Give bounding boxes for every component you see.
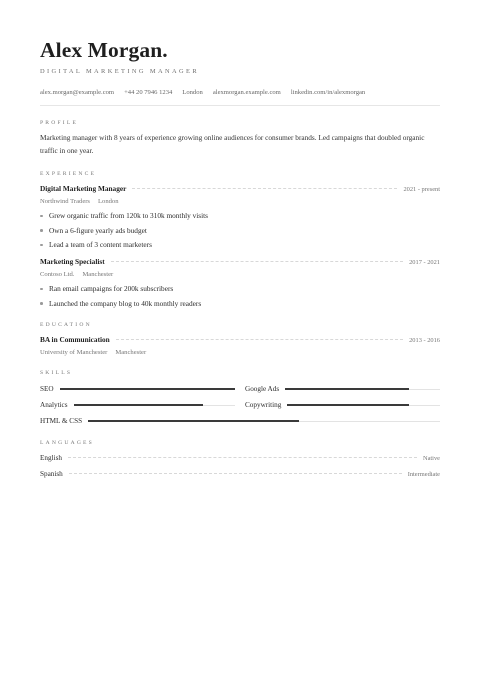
skill-level-track (60, 389, 235, 390)
contact-location: London (182, 89, 203, 96)
entry-subtitle (40, 197, 440, 206)
skill-level-bar (60, 388, 235, 390)
language-item (40, 453, 440, 464)
languages-section (40, 439, 440, 480)
skills-grid (40, 384, 440, 427)
languages-heading: LANGUAGES (40, 439, 94, 446)
skill-name: Google Ads (245, 384, 280, 393)
skill-name: Copywriting (245, 400, 282, 409)
entry-bullets (40, 211, 440, 249)
skill-item (40, 400, 235, 411)
resume-page (40, 38, 440, 480)
entry-dates: 2021 - present (403, 186, 440, 194)
profile-summary: Marketing manager with 8 years of experience growing online audiences for consumer brands. Led campaigns that doubled organic traffic in one year. (40, 133, 425, 155)
education-heading: EDUCATION (40, 321, 92, 328)
skill-level-bar (88, 420, 299, 422)
skill-name: SEO (40, 384, 54, 393)
contact-email[interactable]: alex.morgan@example.com (40, 89, 115, 96)
bullet-item: Launched the company blog to 40k monthly readers (40, 299, 440, 308)
language-item (40, 469, 440, 480)
entry-bullets (40, 284, 440, 308)
bullet-item: Ran email campaigns for 200k subscribers (40, 284, 440, 293)
experience-entry (40, 257, 440, 308)
language-name: English (40, 453, 62, 462)
skill-level-track (285, 389, 440, 390)
dotted-leader (111, 261, 403, 262)
skill-level-track (74, 405, 235, 406)
skill-name: HTML & CSS (40, 416, 83, 425)
contact-phone[interactable]: +44 20 7946 1234 (124, 89, 173, 96)
bullet-item: Own a 6-figure yearly ads budget (40, 226, 440, 235)
entry-subtitle (40, 348, 440, 357)
entry-header (40, 184, 440, 195)
contact-website[interactable]: alexmorgan.example.com (212, 89, 281, 96)
job-title: DIGITAL MARKETING MANAGER (40, 68, 200, 75)
entry-location: Manchester (115, 348, 147, 356)
education-entry (40, 335, 440, 357)
contact-linkedin[interactable]: linkedin.com/in/alexmorgan (290, 89, 366, 96)
dotted-leader (132, 188, 397, 189)
bullet-item: Lead a team of 3 content marketers (40, 240, 440, 249)
entry-subtitle (40, 270, 440, 279)
entry-location: Manchester (82, 271, 114, 279)
skills-heading: SKILLS (40, 369, 73, 376)
language-level: Intermediate (407, 470, 440, 478)
person-name: Alex Morgan. (40, 38, 168, 62)
skills-section (40, 369, 440, 427)
experience-heading: EXPERIENCE (40, 171, 97, 178)
language-level: Native (422, 454, 440, 462)
entry-title: Marketing Specialist (40, 257, 105, 267)
entry-school: University of Manchester (40, 348, 108, 356)
experience-section (40, 170, 440, 308)
profile-section (40, 119, 440, 157)
entry-title: BA in Communication (40, 334, 110, 344)
entry-title: Digital Marketing Manager (40, 184, 127, 194)
skill-item (40, 416, 440, 427)
dotted-leader (116, 339, 403, 340)
skill-name: Analytics (40, 400, 68, 409)
skill-level-track (88, 421, 440, 422)
language-name: Spanish (40, 469, 63, 478)
skill-item (245, 400, 440, 411)
entry-dates: 2013 - 2016 (409, 336, 440, 344)
experience-entry (40, 184, 440, 249)
contact-row (40, 88, 440, 97)
entry-company: Northwind Traders (40, 198, 91, 206)
bullet-item: Grew organic traffic from 120k to 310k monthly visits (40, 211, 440, 220)
dotted-leader (68, 457, 417, 458)
entry-company: Contoso Ltd. (40, 271, 75, 279)
skill-item (40, 384, 235, 395)
entry-header (40, 335, 440, 346)
entry-location: London (98, 198, 119, 206)
skill-level-bar (74, 404, 203, 406)
entry-header (40, 257, 440, 268)
skill-level-bar (285, 388, 409, 390)
header-divider (40, 105, 440, 106)
skill-item (245, 384, 440, 395)
profile-heading: PROFILE (40, 120, 79, 126)
entry-dates: 2017 - 2021 (409, 259, 440, 267)
dotted-leader (69, 473, 402, 474)
skill-level-bar (287, 404, 409, 406)
skill-level-track (287, 405, 440, 406)
education-section (40, 321, 440, 357)
